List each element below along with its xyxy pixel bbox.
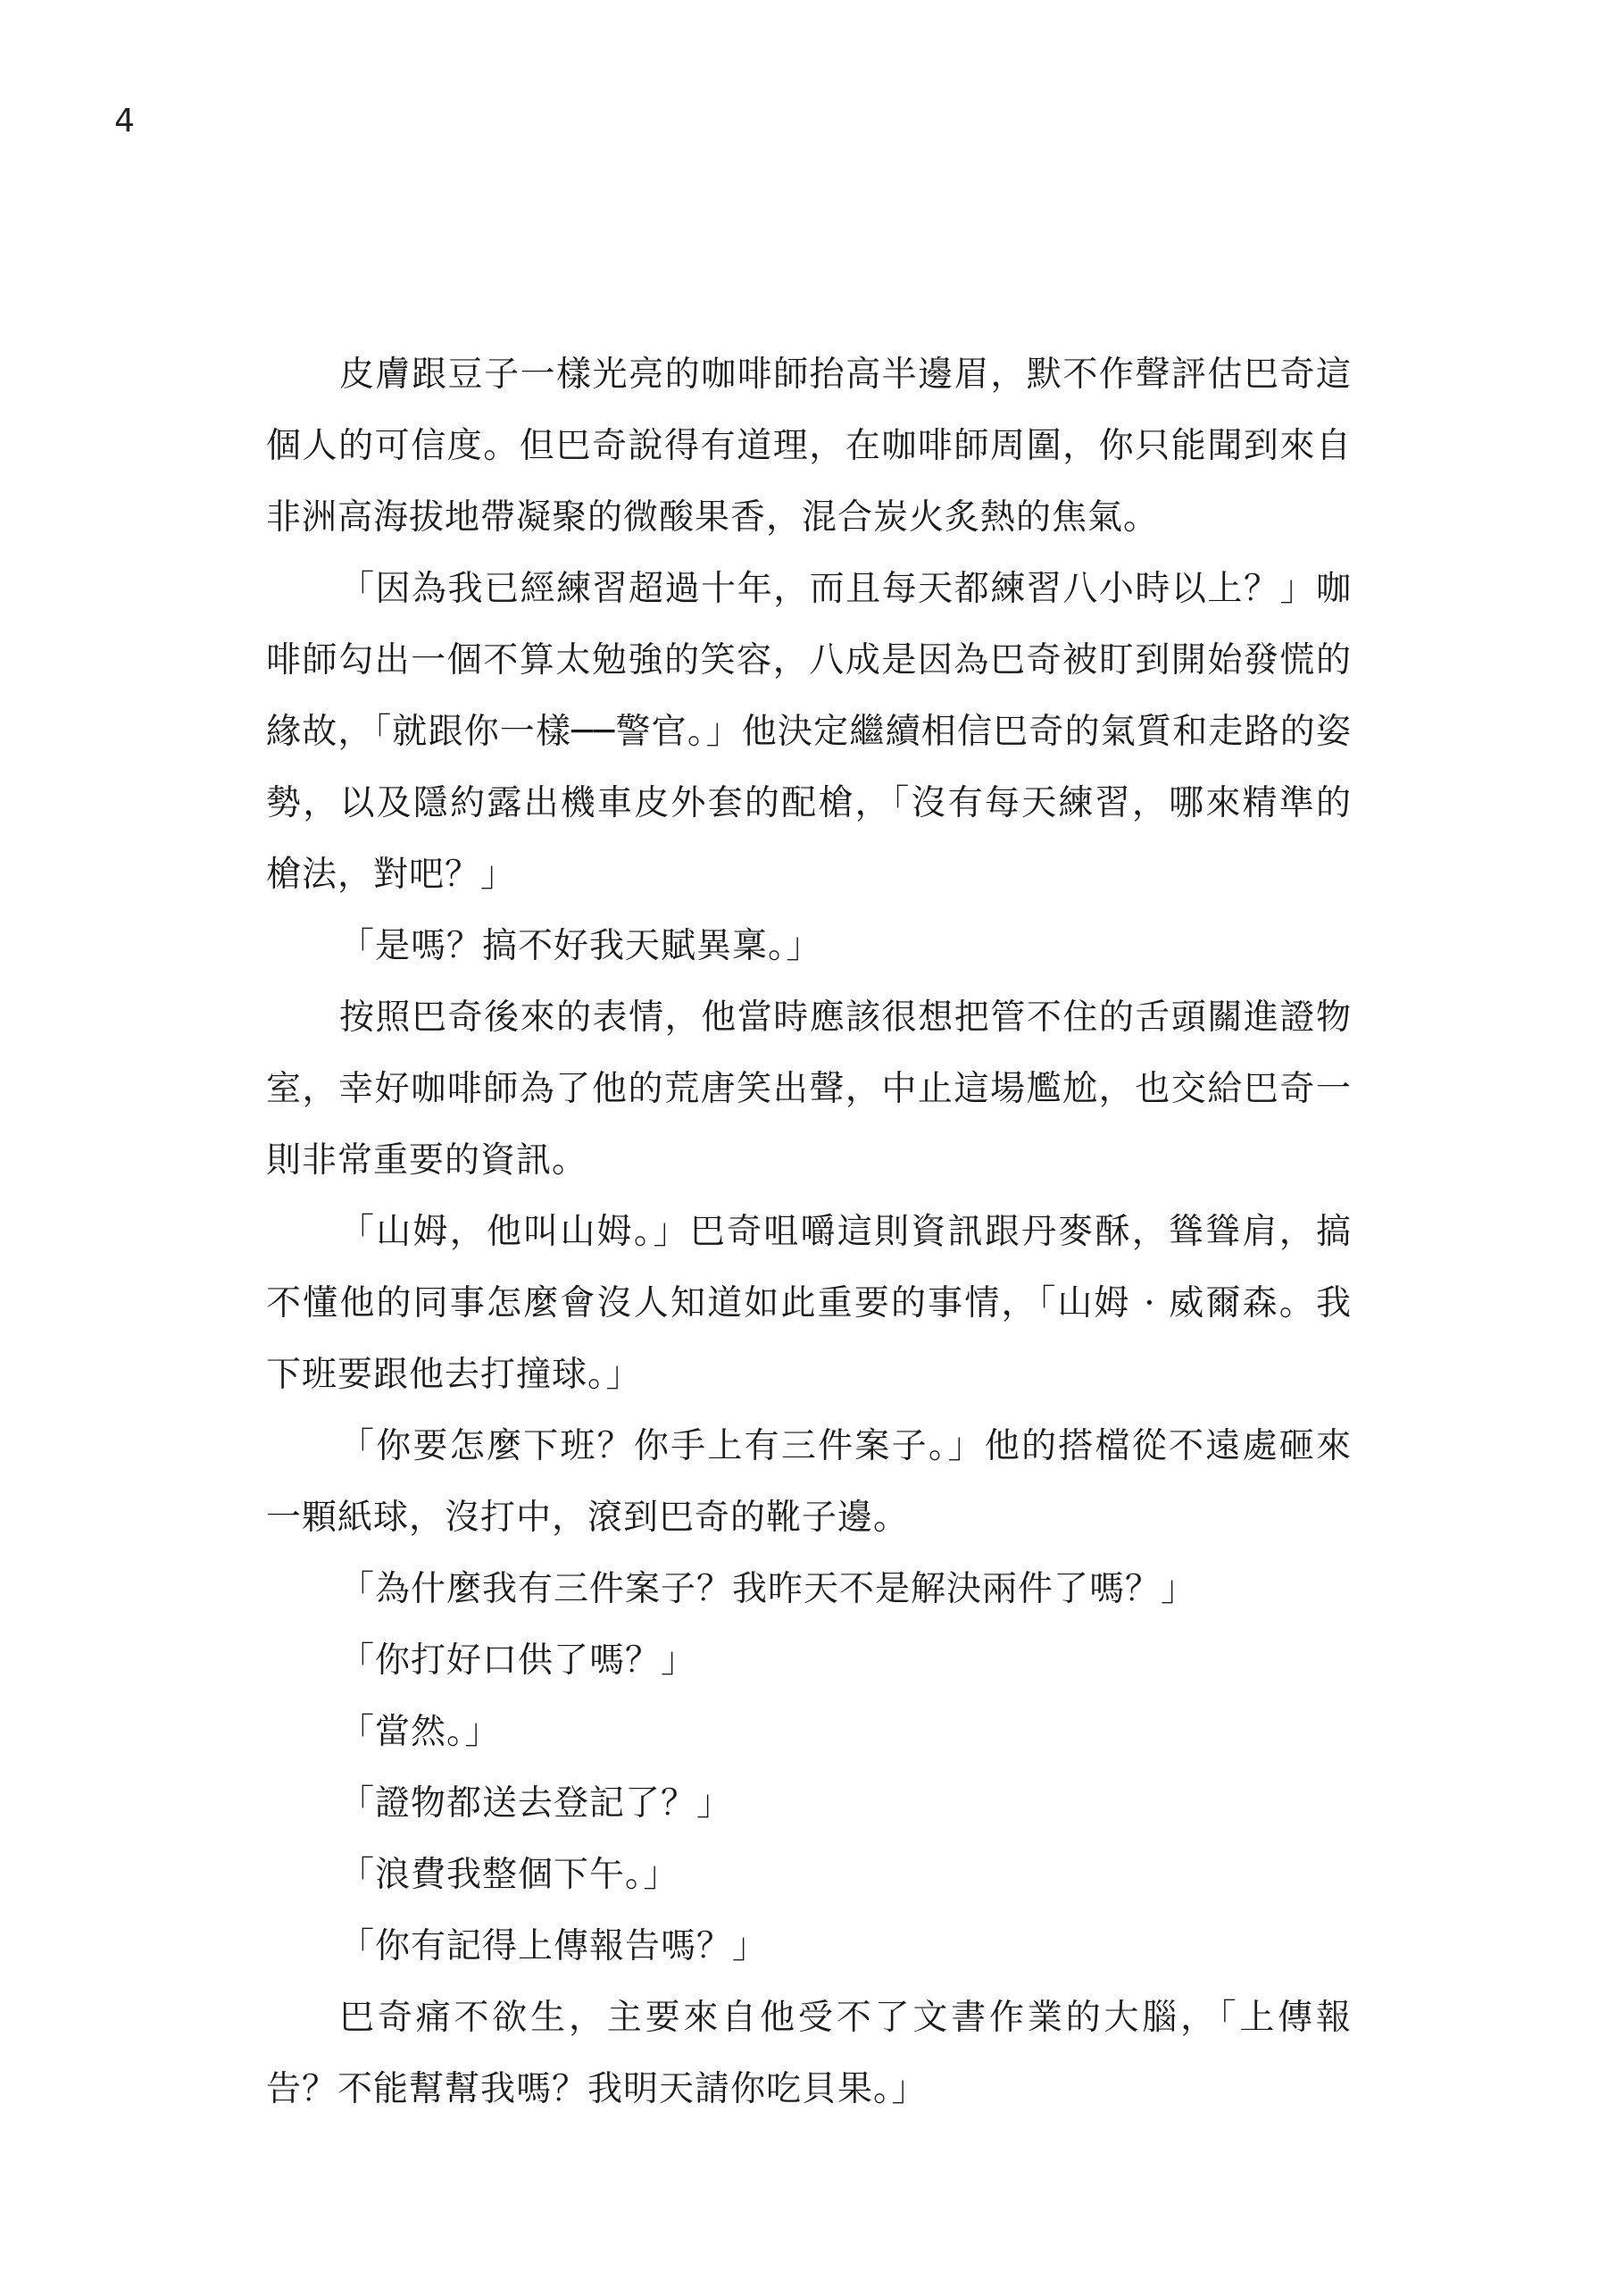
paragraph-13: 巴奇痛不欲生，主要來自他受不了文書作業的大腦，「上傳報告？不能幫幫我嗎？我明天請你吃貝果。」 <box>266 1998 1352 2109</box>
paragraph-6: 「你要怎麼下班？你手上有三件案子。」他的搭檔從不遠處砸來一顆紙球，沒打中，滾到巴奇的靴子邊。 <box>266 1426 1352 1538</box>
paragraph-2: 「因為我已經練習超過十年，而且每天都練習八小時以上？」咖啡師勾出一個不算太勉強的笑容，八成是因為巴奇被盯到開始發慌的緣故，「就跟你一樣──警官。」他決定繼續相信巴奇的氣質和走路的姿勢，以及隱約露出機車皮外套的配槍，「沒有每天練習，哪來精準的槍法，對吧？」 <box>266 569 1352 895</box>
paragraph-1: 皮膚跟豆子一樣光亮的咖啡師抬高半邊眉，默不作聲評估巴奇這個人的可信度。但巴奇說得有道理，在咖啡師周圍，你只能聞到來自非洲高海拔地帶凝聚的微酸果香，混合炭火炙熱的焦氣。 <box>266 355 1352 538</box>
paragraph-11: 「浪費我整個下午。」 <box>339 1855 679 1895</box>
paragraph-4: 按照巴奇後來的表情，他當時應該很想把管不住的舌頭關進證物室，幸好咖啡師為了他的荒唐笑出聲，中止這場尷尬，也交給巴奇一則非常重要的資訊。 <box>266 998 1352 1181</box>
paragraph-8: 「你打好口供了嗎？」 <box>339 1640 697 1681</box>
paragraph-7: 「為什麼我有三件案子？我昨天不是解決兩件了嗎？」 <box>339 1569 1197 1609</box>
paragraph-12: 「你有記得上傳報告嗎？」 <box>339 1926 769 1966</box>
paragraph-3: 「是嗎？搞不好我天賦異稟。」 <box>339 926 822 966</box>
paragraph-5: 「山姆，他叫山姆。」巴奇咀嚼這則資訊跟丹麥酥，聳聳肩，搞不懂他的同事怎麼會沒人知道如此重要的事情，「山姆 · 威爾森。我下班要跟他去打撞球。」 <box>266 1212 1352 1395</box>
body-text <box>266 339 1352 2125</box>
paragraph-9: 「當然。」 <box>339 1712 501 1752</box>
page-number: 4 <box>114 103 135 139</box>
paragraph-10: 「證物都送去登記了？」 <box>339 1783 733 1824</box>
